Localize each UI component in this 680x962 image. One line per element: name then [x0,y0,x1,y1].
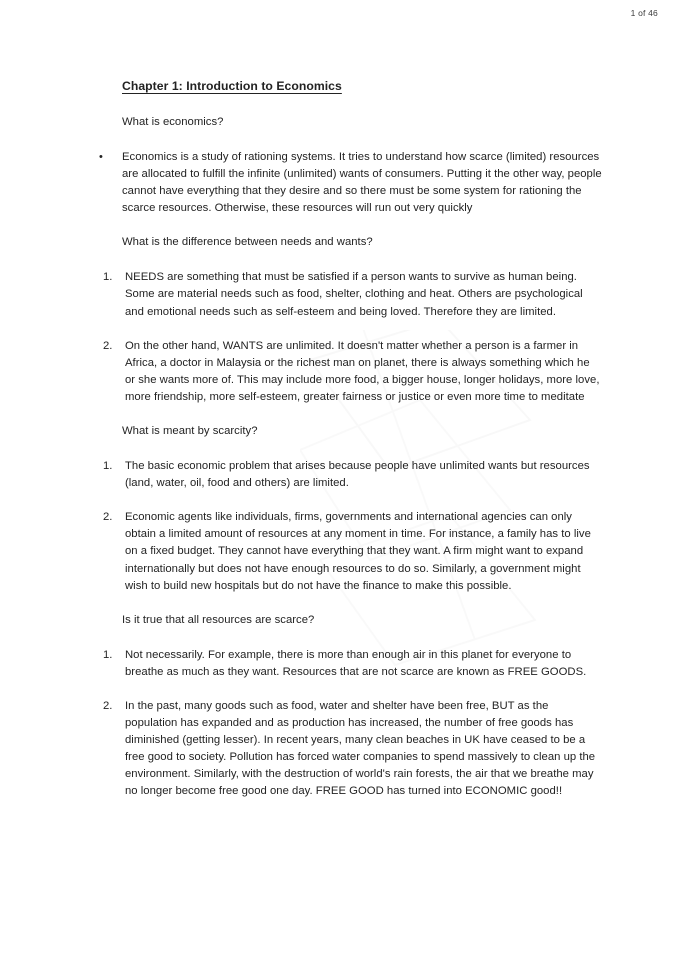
list-marker: 2. [103,699,113,712]
section-list [103,458,602,492]
list-item [103,338,602,406]
page-indicator: 1 of 46 [630,8,658,18]
list-marker: 2. [103,339,113,352]
section-list [103,269,602,320]
section-list [103,647,602,681]
list-item: • Economics is a study of rationing systems. It tries to understand how scarce (limited) resources are allocated to fulfill the infinite (unlimited) wants of consumers. Putting it the other way, people cannot have everything that they desire and so there must be some system for rationing the scarce resources. Otherwise, these resources will run out very quickly [100,149,602,217]
list-item-text: NEEDS are something that must be satisfied if a person wants to survive as human being. Some are material needs such as food, shelter, clothing and heat. Others are psychological and emotional needs such as self-esteem and being loved. Therefore they are limited. [125,271,583,318]
section-question: What is economics? [122,116,224,128]
list-item-text: Economic agents like individuals, firms, governments and international agencies can only obtain a limited amount of resources at any moment in time. For instance, a family has to live on a fixed budget. They cannot have everything that they want. A firm might want to expand internationally but does not have enough resources to do so. Similarly, a government might wish to build new hospitals but do not have the finance to make this possible. [125,511,591,592]
section-list [122,149,602,217]
list-item [103,269,602,320]
list-item-text: On the other hand, WANTS are unlimited. It doesn't matter whether a person is a farmer in Africa, a doctor in Malaysia or the richest man on planet, there is always something which he or she wants more of. This may include more food, a bigger house, longer holidays, more love, more friendship, more self-esteem, greater fairness or justice or even more time to meditate [125,339,600,403]
list-item-text: In the past, many goods such as food, water and shelter have been free, BUT as the population has expanded and as production has increased, the number of free goods has diminished (getting lesser). In recent years, many clean beaches in UK have ceased to be a free good to society. Pollution has forced water companies to spend massively to clean up the environment. Similarly, with the destruction of world's rain forests, the air that we breathe may no longer become free good one day. FREE GOOD has turned into ECONOMIC good!! [125,699,596,798]
list-item-text: The basic economic problem that arises because people have unlimited wants but resources (land, water, oil, food and others) are limited. [125,460,590,490]
list-marker: 2. [103,511,113,524]
list-marker: 1. [103,271,113,284]
page-title: Chapter 1: Introduction to Economics [122,79,342,93]
list-marker: 1. [103,460,113,473]
list-item-text: Not necessarily. For example, there is more than enough air in this planet for everyone to breathe as much as they want. Resources that are not scarce are known as FREE GOODS. [125,648,587,678]
section-list [103,509,602,594]
section-list [103,338,602,406]
document-content [103,78,602,817]
section-question: What is meant by scarcity? [122,425,258,438]
list-marker: 1. [103,648,113,661]
list-item [103,509,602,594]
section-list [103,698,602,801]
section-question: Is it true that all resources are scarce? [122,613,315,626]
list-item [103,647,602,681]
list-item [103,458,602,492]
section-question: What is the difference between needs and wants? [122,236,373,249]
list-item [103,698,602,801]
